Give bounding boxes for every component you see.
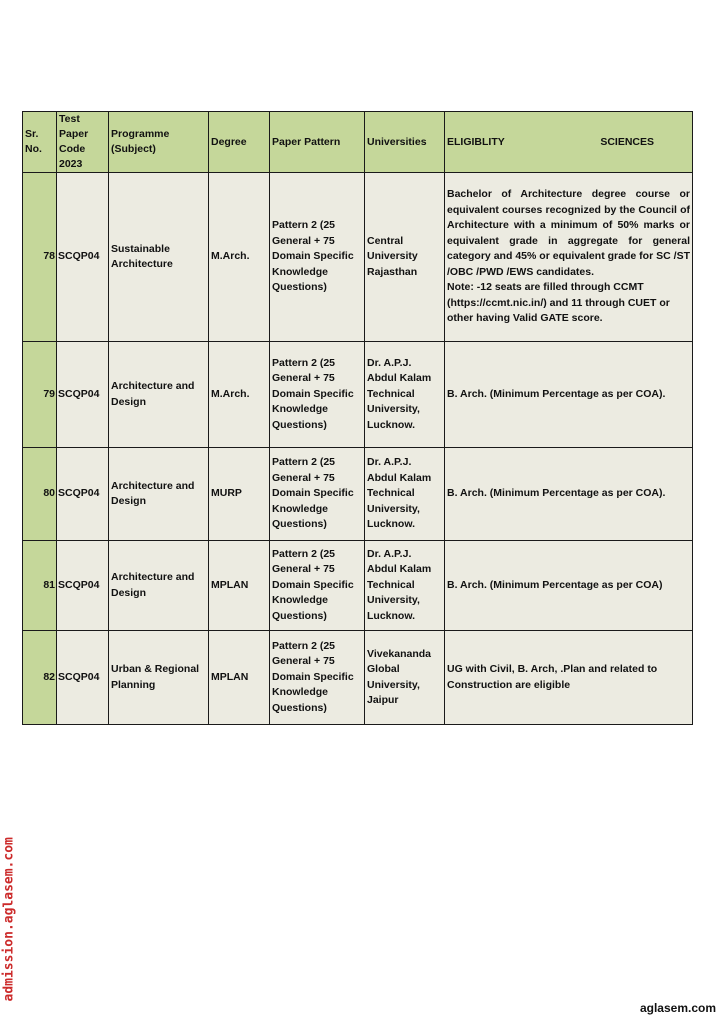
- programme-cell: Sustainable Architecture: [109, 173, 209, 342]
- header-eligibility-label: ELIGIBLITY: [447, 135, 505, 148]
- table-row: [23, 541, 693, 631]
- university-cell: Vivekananda Global University, Jaipur: [365, 631, 445, 725]
- header-degree: Degree: [209, 112, 270, 173]
- university-cell: Dr. A.P.J. Abdul Kalam Technical University, Lucknow.: [365, 342, 445, 448]
- programme-cell: Architecture and Design: [109, 448, 209, 541]
- pattern-cell: Pattern 2 (25 General + 75 Domain Specific Knowledge Questions): [270, 541, 365, 631]
- table-row: [23, 173, 693, 342]
- header-test-paper-code: Test Paper Code 2023: [57, 112, 109, 173]
- university-cell: Central University Rajasthan: [365, 173, 445, 342]
- code-cell: SCQP04: [57, 631, 109, 725]
- pattern-cell: Pattern 2 (25 General + 75 Domain Specific Knowledge Questions): [270, 342, 365, 448]
- programme-table: [22, 111, 693, 725]
- programme-cell: Architecture and Design: [109, 541, 209, 631]
- degree-cell: M.Arch.: [209, 173, 270, 342]
- table-row: [23, 342, 693, 448]
- eligibility-cell: UG with Civil, B. Arch, .Plan and related to Construction are eligible: [445, 631, 693, 725]
- eligibility-cell: B. Arch. (Minimum Percentage as per COA).: [445, 448, 693, 541]
- header-universities: Universities: [365, 112, 445, 173]
- watermark: admission.aglasem.com: [1, 837, 17, 1002]
- header-sr: Sr. No.: [23, 112, 57, 173]
- eligibility-cell: [445, 173, 693, 342]
- table-row: [23, 631, 693, 725]
- header-sciences-label: SCIENCES: [600, 135, 654, 148]
- code-cell: SCQP04: [57, 541, 109, 631]
- code-cell: SCQP04: [57, 173, 109, 342]
- degree-cell: MPLAN: [209, 631, 270, 725]
- sr-cell: 79: [23, 342, 57, 448]
- sr-cell: 82: [23, 631, 57, 725]
- eligibility-note: Note: -12 seats are filled through CCMT (https://ccmt.nic.in/) and 11 through CUET or other having Valid GATE score.: [447, 281, 670, 325]
- eligibility-cell: B. Arch. (Minimum Percentage as per COA): [445, 541, 693, 631]
- header-programme: Programme (Subject): [109, 112, 209, 173]
- header-row: [23, 112, 693, 173]
- university-cell: Dr. A.P.J. Abdul Kalam Technical University, Lucknow.: [365, 541, 445, 631]
- degree-cell: M.Arch.: [209, 342, 270, 448]
- header-eligibility: [445, 112, 693, 173]
- pattern-cell: Pattern 2 (25 General + 75 Domain Specific Knowledge Questions): [270, 448, 365, 541]
- footer-site: aglasem.com: [639, 1001, 716, 1015]
- sr-cell: 78: [23, 173, 57, 342]
- eligibility-cell: B. Arch. (Minimum Percentage as per COA).: [445, 342, 693, 448]
- eligibility-text: Bachelor of Architecture degree course or equivalent courses recognized by the Council of Architecture with a minimum of 50% marks or equivalent grade in aggregate for general category and 45% or equivalent grade for SC /ST /OBC /PWD /EWS candidates.: [447, 188, 690, 278]
- degree-cell: MPLAN: [209, 541, 270, 631]
- pattern-cell: Pattern 2 (25 General + 75 Domain Specific Knowledge Questions): [270, 173, 365, 342]
- degree-cell: MURP: [209, 448, 270, 541]
- programme-cell: Urban & Regional Planning: [109, 631, 209, 725]
- sr-cell: 80: [23, 448, 57, 541]
- programme-cell: Architecture and Design: [109, 342, 209, 448]
- header-paper-pattern: Paper Pattern: [270, 112, 365, 173]
- sr-cell: 81: [23, 541, 57, 631]
- table-row: [23, 448, 693, 541]
- university-cell: Dr. A.P.J. Abdul Kalam Technical University, Lucknow.: [365, 448, 445, 541]
- code-cell: SCQP04: [57, 448, 109, 541]
- code-cell: SCQP04: [57, 342, 109, 448]
- pattern-cell: Pattern 2 (25 General + 75 Domain Specific Knowledge Questions): [270, 631, 365, 725]
